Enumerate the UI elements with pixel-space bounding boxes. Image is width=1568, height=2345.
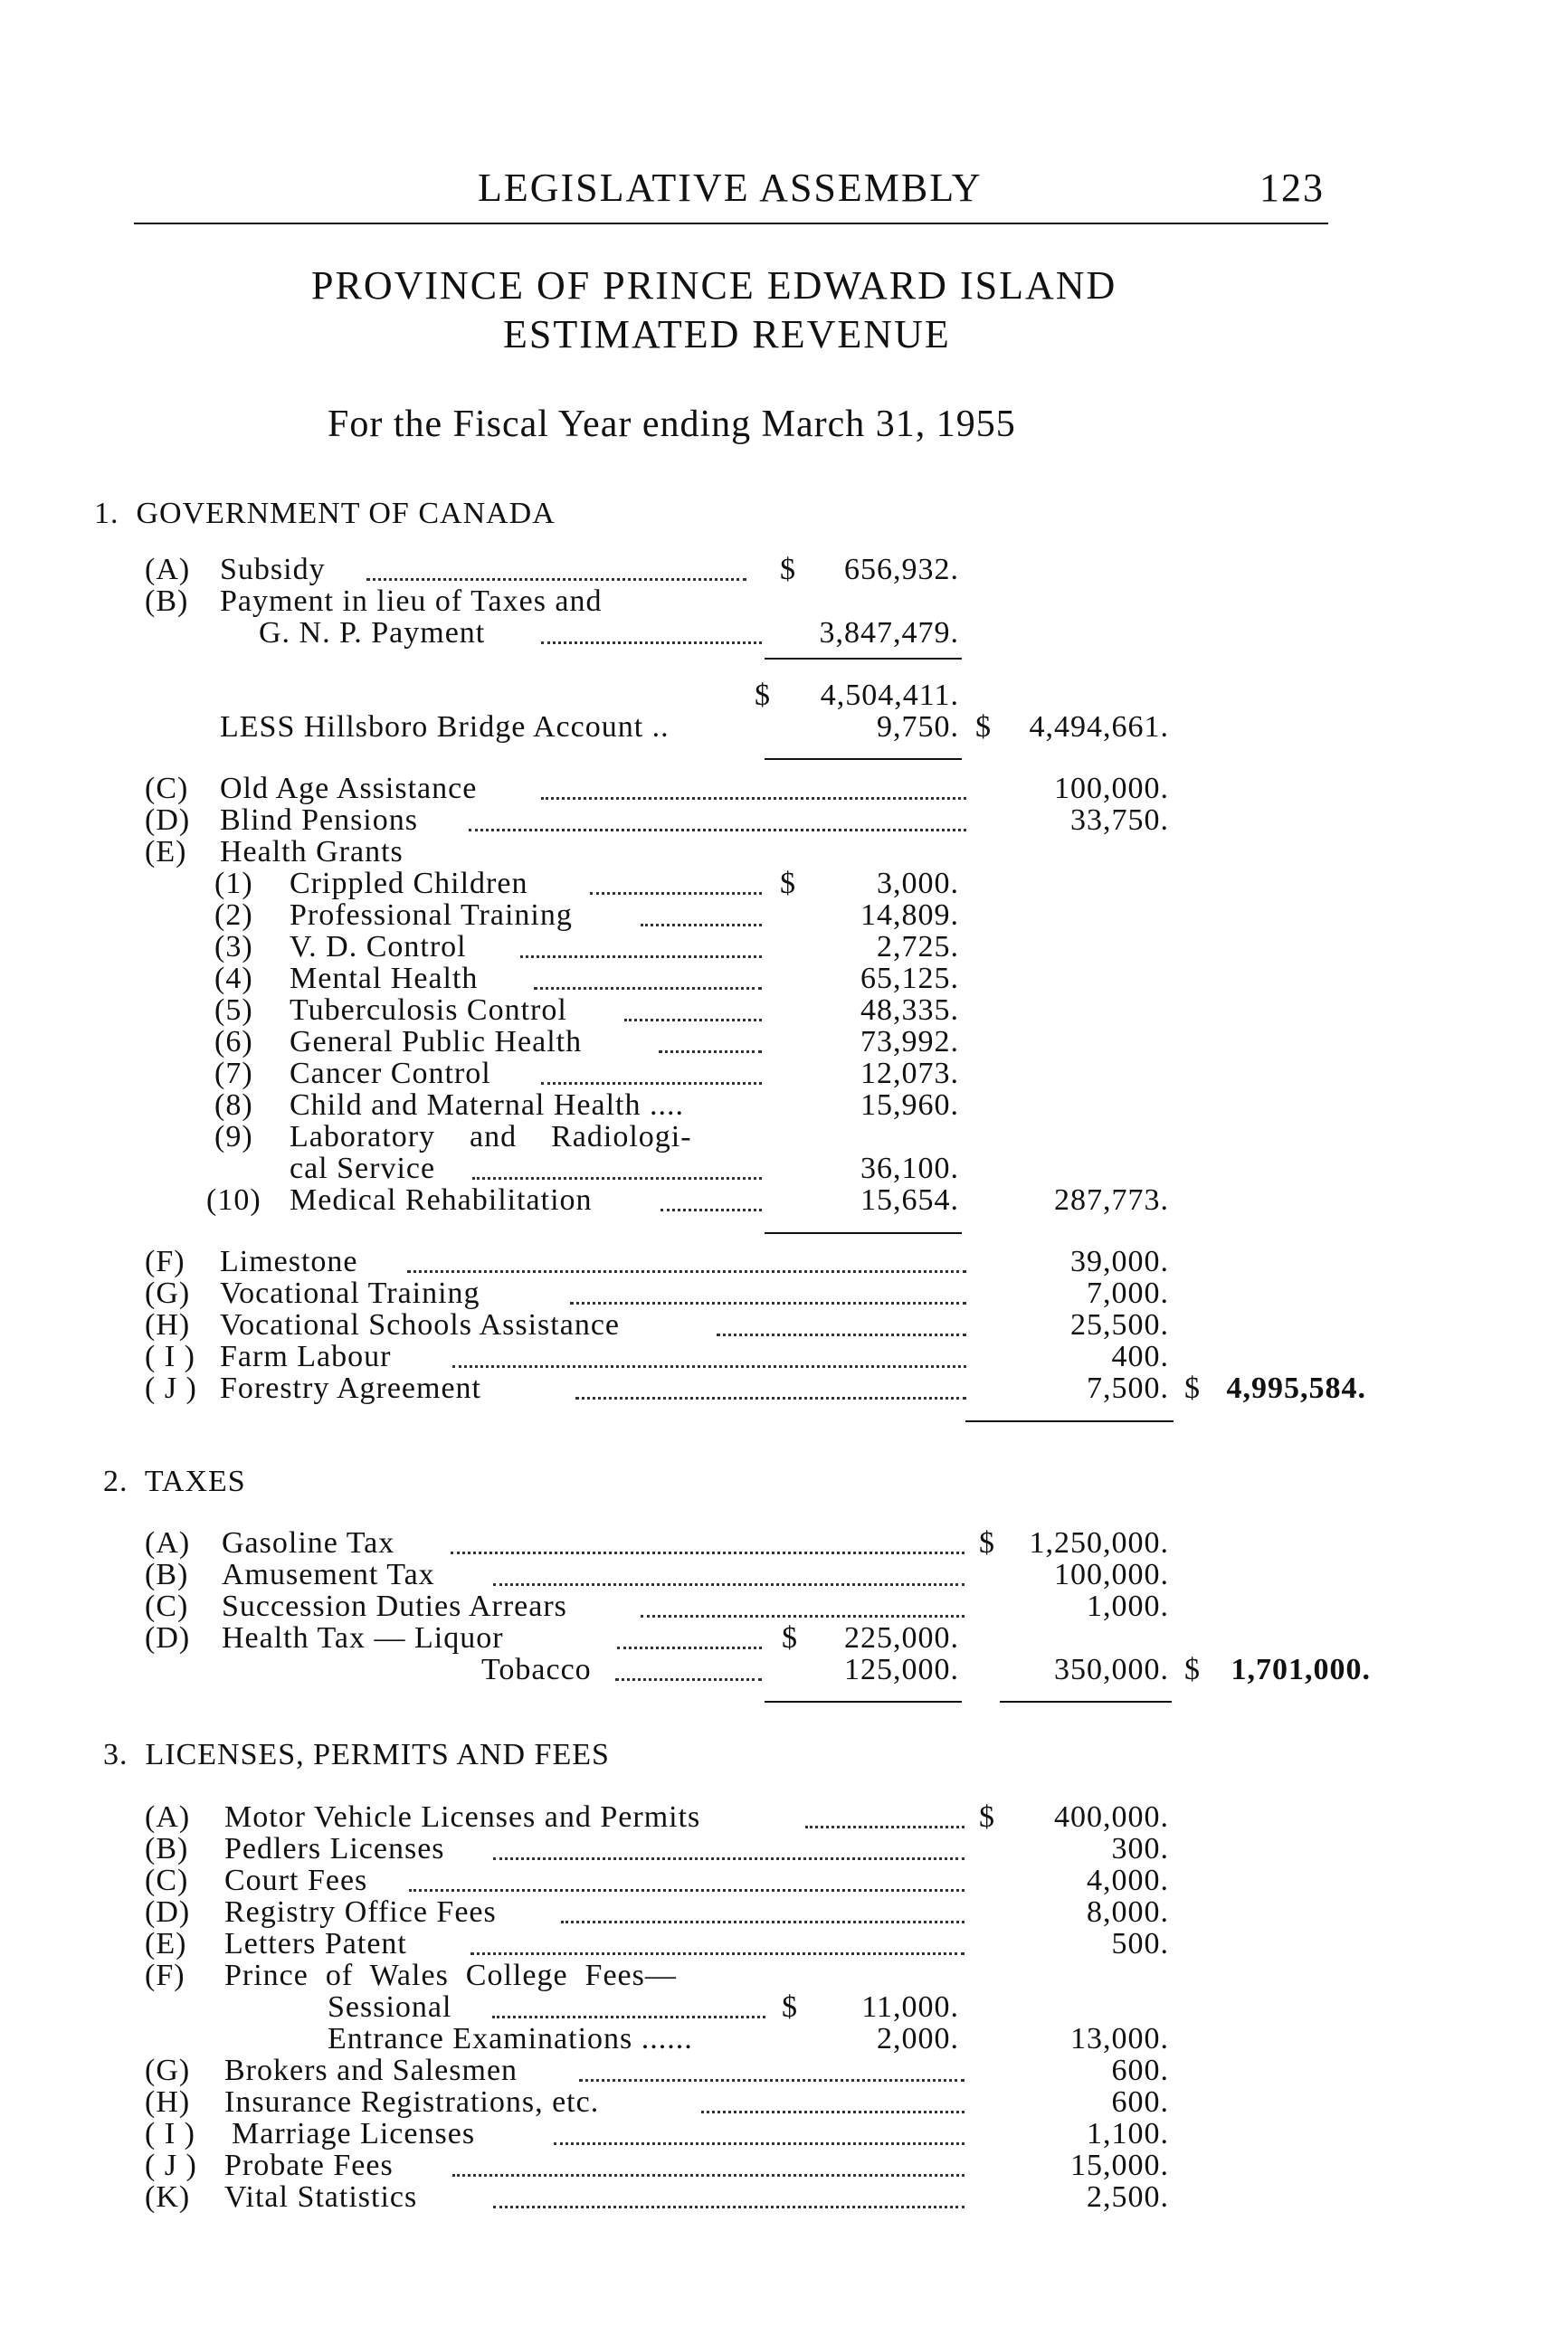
- amount: 33,750.: [1070, 803, 1169, 837]
- grant-text: Cancer Control: [290, 1057, 491, 1090]
- running-header: LEGISLATIVE ASSEMBLY: [478, 166, 983, 210]
- currency-sign: $: [755, 679, 771, 712]
- leader-dots: [615, 1678, 762, 1681]
- amount: 3,000.: [877, 867, 959, 900]
- currency-sign: $: [979, 1800, 995, 1834]
- item-text: Probate Fees: [224, 2149, 394, 2182]
- amount: 73,992.: [860, 1025, 959, 1059]
- item-text: Vital Statistics: [224, 2180, 418, 2214]
- grant-number: (5): [214, 993, 253, 1027]
- amount: 400.: [1111, 1340, 1169, 1373]
- grant-text: Laboratory and Radiologi-: [290, 1120, 692, 1154]
- amount: 12,073.: [860, 1057, 959, 1090]
- amount: 14,809.: [860, 898, 959, 932]
- item-label: (K): [145, 2180, 191, 2214]
- item-text: Old Age Assistance: [220, 772, 478, 805]
- item-text: Court Fees: [224, 1864, 368, 1897]
- grant-number: (2): [214, 898, 253, 932]
- leader-dots: [541, 641, 762, 644]
- item-text: Marriage Licenses: [232, 2117, 476, 2150]
- item-label: (D): [145, 1895, 191, 1929]
- section-heading: 2. TAXES: [103, 1465, 246, 1498]
- leader-dots: [541, 1082, 762, 1085]
- item-text: Registry Office Fees: [224, 1895, 497, 1929]
- item-label: (B): [145, 1558, 189, 1591]
- section-heading: 3. LICENSES, PERMITS AND FEES: [103, 1738, 610, 1771]
- leader-dots: [561, 1921, 965, 1923]
- amount: 15,960.: [860, 1088, 959, 1122]
- amount: 287,773.: [1054, 1183, 1169, 1217]
- amount: 15,654.: [860, 1183, 959, 1217]
- leader-dots: [493, 1583, 965, 1586]
- leader-dots: [575, 1397, 966, 1400]
- item-text: Motor Vehicle Licenses and Permits: [224, 1800, 701, 1834]
- document-subtitle: ESTIMATED REVENUE: [503, 312, 951, 356]
- item-label: ( I ): [145, 1340, 195, 1373]
- item-text: Farm Labour: [220, 1340, 392, 1373]
- grant-text: General Public Health: [290, 1025, 583, 1059]
- item-label: ( J ): [145, 2149, 197, 2182]
- item-text: Health Tax — Liquor: [222, 1621, 504, 1655]
- item-label: (C): [145, 772, 189, 805]
- item-text: Health Grants: [220, 835, 404, 869]
- leader-dots: [554, 2142, 965, 2145]
- subtotal-rule: [765, 1701, 962, 1703]
- item-label: (D): [145, 803, 191, 837]
- currency-sign: $: [780, 867, 796, 900]
- grant-text: V. D. Control: [290, 930, 467, 964]
- item-text: Prince of Wales College Fees—: [224, 1959, 677, 1992]
- leader-dots: [493, 2206, 965, 2208]
- leader-dots: [534, 987, 762, 990]
- leader-dots: [452, 1365, 966, 1368]
- item-text: Brokers and Salesmen: [224, 2054, 518, 2087]
- amount: 65,125.: [860, 962, 959, 995]
- amount: 1,000.: [1087, 1590, 1169, 1623]
- leader-dots: [520, 955, 762, 958]
- item-text: G. N. P. Payment: [259, 616, 486, 650]
- leader-dots: [624, 1019, 762, 1021]
- item-text: Tobacco: [481, 1653, 592, 1686]
- item-label: ( I ): [145, 2117, 195, 2150]
- amount: 2,725.: [877, 930, 959, 964]
- leader-dots: [570, 1302, 966, 1305]
- amount: 15,000.: [1070, 2149, 1169, 2182]
- amount: 1,100.: [1087, 2117, 1169, 2150]
- grant-number: (9): [214, 1120, 253, 1154]
- amount: 600.: [1111, 2085, 1169, 2119]
- item-text: Subsidy: [220, 553, 326, 586]
- leader-dots: [541, 797, 966, 800]
- subtotal-rule: [765, 1232, 962, 1234]
- item-label: (H): [145, 1308, 191, 1342]
- subtotal-rule: [1000, 1701, 1172, 1703]
- grant-number: (10): [206, 1183, 261, 1217]
- amount: 25,500.: [1070, 1308, 1169, 1342]
- item-label: (E): [145, 1927, 187, 1960]
- leader-dots: [472, 1177, 762, 1180]
- item-label: (B): [145, 584, 189, 618]
- grant-number: (3): [214, 930, 253, 964]
- amount: 600.: [1111, 2054, 1169, 2087]
- leader-dots: [641, 1615, 965, 1618]
- amount: 2,000.: [877, 2022, 959, 2055]
- leader-dots: [660, 1209, 762, 1211]
- leader-dots: [590, 892, 762, 895]
- amount: 13,000.: [1070, 2022, 1169, 2055]
- leader-dots: [701, 2111, 965, 2113]
- subtotal-rule: [765, 758, 962, 760]
- leader-dots: [452, 2174, 965, 2177]
- leader-dots: [493, 1857, 965, 1860]
- grant-text: Medical Rehabilitation: [290, 1183, 593, 1217]
- item-label: (G): [145, 2054, 191, 2087]
- item-text: Pedlers Licenses: [224, 1832, 445, 1866]
- leader-dots: [451, 1552, 965, 1554]
- section-total: 4,995,584.: [1226, 1372, 1366, 1405]
- amount: 4,504,411.: [820, 679, 959, 712]
- item-text: Sessional: [328, 1990, 452, 2024]
- grant-text: Professional Training: [290, 898, 573, 932]
- leader-dots: [659, 1050, 762, 1053]
- amount: 400,000.: [1054, 1800, 1169, 1834]
- grant-text: Child and Maternal Health ....: [290, 1088, 685, 1122]
- document-title: PROVINCE OF PRINCE EDWARD ISLAND: [311, 263, 1117, 308]
- item-text: Entrance Examinations ......: [328, 2022, 693, 2055]
- item-text: Vocational Schools Assistance: [220, 1308, 620, 1342]
- leader-dots: [641, 924, 762, 926]
- item-label: (G): [145, 1277, 191, 1310]
- item-label: (A): [145, 1526, 191, 1560]
- amount: 2,500.: [1087, 2180, 1169, 2214]
- item-text: Letters Patent: [224, 1927, 407, 1960]
- amount: 11,000.: [861, 1990, 959, 2024]
- item-label: (F): [145, 1959, 185, 1992]
- amount: 500.: [1111, 1927, 1169, 1960]
- item-label: (C): [145, 1864, 189, 1897]
- amount: 7,500.: [1087, 1372, 1169, 1405]
- item-text: Blind Pensions: [220, 803, 418, 837]
- leader-dots: [407, 1270, 966, 1273]
- currency-sign: $: [1184, 1653, 1201, 1686]
- subtotal-rule: [765, 658, 962, 660]
- item-text: Limestone: [220, 1245, 358, 1278]
- amount: 3,847,479.: [819, 616, 959, 650]
- section-total: 1,701,000.: [1231, 1653, 1371, 1686]
- amount: 225,000.: [844, 1621, 959, 1655]
- currency-sign: $: [979, 1526, 995, 1560]
- amount: 7,000.: [1087, 1277, 1169, 1310]
- amount: 4,000.: [1087, 1864, 1169, 1897]
- subtotal-rule: [965, 1420, 1174, 1422]
- leader-dots: [805, 1826, 965, 1828]
- section-heading: 1. GOVERNMENT OF CANADA: [94, 497, 556, 530]
- amount: 36,100.: [860, 1152, 959, 1185]
- item-text: Insurance Registrations, etc.: [224, 2085, 600, 2119]
- grant-text: Crippled Children: [290, 867, 528, 900]
- page-number: 123: [1259, 166, 1325, 210]
- amount: 4,494,661.: [1029, 710, 1169, 744]
- leader-dots: [579, 2079, 965, 2082]
- currency-sign: $: [780, 553, 796, 586]
- grant-number: (7): [214, 1057, 253, 1090]
- item-text: Forestry Agreement: [220, 1372, 481, 1405]
- item-label: (D): [145, 1621, 191, 1655]
- leader-dots: [470, 1952, 965, 1955]
- item-label: (H): [145, 2085, 191, 2119]
- header-rule: [134, 223, 1328, 224]
- grant-number: (8): [214, 1088, 253, 1122]
- leader-dots: [366, 578, 746, 581]
- currency-sign: $: [782, 1990, 798, 2024]
- item-label: (C): [145, 1590, 189, 1623]
- amount: 1,250,000.: [1029, 1526, 1169, 1560]
- amount: 48,335.: [860, 993, 959, 1027]
- leader-dots: [469, 829, 966, 831]
- item-label: (F): [145, 1245, 185, 1278]
- item-label: (A): [145, 1800, 191, 1834]
- item-label: (B): [145, 1832, 189, 1866]
- grant-number: (6): [214, 1025, 253, 1059]
- item-text: Payment in lieu of Taxes and: [220, 584, 603, 618]
- grant-text: Mental Health: [290, 962, 479, 995]
- leader-dots: [717, 1334, 966, 1336]
- currency-sign: $: [975, 710, 992, 744]
- amount: 100,000.: [1054, 1558, 1169, 1591]
- amount: 300.: [1111, 1832, 1169, 1866]
- amount: 9,750.: [877, 710, 959, 744]
- item-text: Gasoline Tax: [222, 1526, 395, 1560]
- amount: 8,000.: [1087, 1895, 1169, 1929]
- item-label: (A): [145, 553, 191, 586]
- amount: 39,000.: [1070, 1245, 1169, 1278]
- currency-sign: $: [1184, 1372, 1201, 1405]
- grant-number: (1): [214, 867, 253, 900]
- grant-text: cal Service: [290, 1152, 436, 1185]
- item-text: Vocational Training: [220, 1277, 480, 1310]
- item-label: (E): [145, 835, 187, 869]
- amount: 350,000.: [1054, 1653, 1169, 1686]
- fiscal-year-line: For the Fiscal Year ending March 31, 1955: [328, 403, 1016, 445]
- grant-number: (4): [214, 962, 253, 995]
- amount: 125,000.: [844, 1653, 959, 1686]
- item-text: Succession Duties Arrears: [222, 1590, 567, 1623]
- leader-dots: [409, 1889, 965, 1892]
- amount: 100,000.: [1054, 772, 1169, 805]
- leader-dots: [617, 1647, 762, 1649]
- amount: 656,932.: [844, 553, 959, 586]
- item-label: ( J ): [145, 1372, 197, 1405]
- leader-dots: [492, 2016, 765, 2018]
- grant-text: Tuberculosis Control: [290, 993, 567, 1027]
- item-text: Amusement Tax: [222, 1558, 435, 1591]
- item-text: LESS Hillsboro Bridge Account ..: [220, 710, 670, 744]
- currency-sign: $: [782, 1621, 798, 1655]
